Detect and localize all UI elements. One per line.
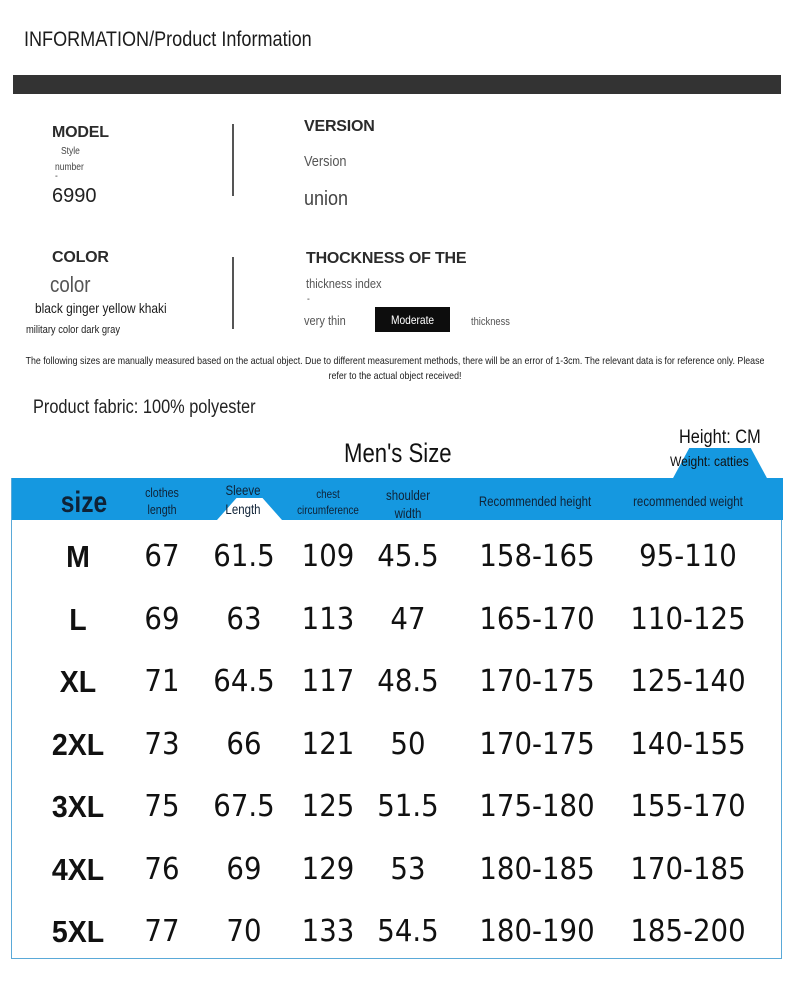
version-sub-label: Version bbox=[304, 153, 347, 170]
color-options-line-2: military color dark gray bbox=[26, 324, 121, 336]
table-row: 5XL 77 70 133 54.5 180-190 185-200 bbox=[51, 914, 746, 949]
thickness-scale-very-thin: very thin bbox=[304, 313, 346, 328]
size-table bbox=[11, 478, 782, 959]
header-clothes-length: clothes length bbox=[145, 485, 179, 517]
model-sub-label-number: number bbox=[55, 162, 84, 173]
model-dash: - bbox=[55, 171, 58, 182]
thickness-dash: - bbox=[307, 294, 310, 305]
thickness-moderate-text: Moderate bbox=[391, 313, 435, 327]
header-shoulder-width: shoulder width bbox=[385, 487, 431, 521]
model-value: 6990 bbox=[52, 185, 97, 207]
weight-unit-label: Weight: catties bbox=[670, 453, 749, 469]
measurement-notice bbox=[6, 354, 784, 384]
header-divider-bar bbox=[13, 75, 781, 94]
height-unit-label: Height: CM bbox=[679, 427, 761, 448]
notice-line-2: refer to the actual object received! bbox=[328, 370, 462, 382]
color-label: COLOR bbox=[52, 249, 109, 266]
thickness-sub-label: thickness index bbox=[306, 276, 382, 291]
color-options-line-1: black ginger yellow khaki bbox=[35, 300, 167, 316]
table-row: M 67 61.5 109 45.5 158-165 95-110 bbox=[66, 539, 737, 574]
version-value: union bbox=[304, 188, 349, 210]
notice-line-1: The following sizes are manually measured based on the actual object. Due to different measurement methods, there will be an error of 1-3cm. The relevant data is for reference only. Please bbox=[25, 355, 765, 367]
model-label: MODEL bbox=[52, 124, 109, 141]
color-divider bbox=[232, 257, 234, 329]
table-row: XL 71 64.5 117 48.5 170-175 125-140 bbox=[59, 664, 746, 699]
header-recommended-height: Recommended height bbox=[478, 493, 592, 509]
model-divider bbox=[232, 124, 234, 196]
thickness-label: THOCKNESS OF THE bbox=[306, 250, 467, 267]
table-row: 3XL 75 67.5 125 51.5 175-180 155-170 bbox=[51, 789, 746, 824]
thickness-scale-thick: thickness bbox=[471, 316, 510, 328]
table-row: L 69 63 113 47 165-170 110-125 bbox=[69, 602, 746, 637]
header-sleeve-length: Sleeve Length bbox=[225, 482, 261, 517]
size-table-header bbox=[12, 478, 783, 520]
header-recommended-weight: recommended weight bbox=[633, 493, 743, 509]
color-sub-label: color bbox=[50, 272, 91, 297]
table-row: 4XL 76 69 129 53 180-185 170-185 bbox=[51, 852, 746, 887]
fabric-info: Product fabric: 100% polyester bbox=[33, 397, 256, 418]
version-label: VERSION bbox=[304, 118, 375, 135]
table-row: 2XL 73 66 121 50 170-175 140-155 bbox=[51, 727, 746, 762]
header-chest-circumference: chest circumference bbox=[297, 487, 359, 517]
model-sub-label-style: Style bbox=[61, 146, 80, 157]
thickness-scale-moderate-selected bbox=[375, 307, 450, 332]
header-size: size bbox=[60, 486, 108, 519]
page-title: INFORMATION/Product Information bbox=[24, 28, 312, 51]
size-chart-title: Men's Size bbox=[344, 438, 452, 468]
